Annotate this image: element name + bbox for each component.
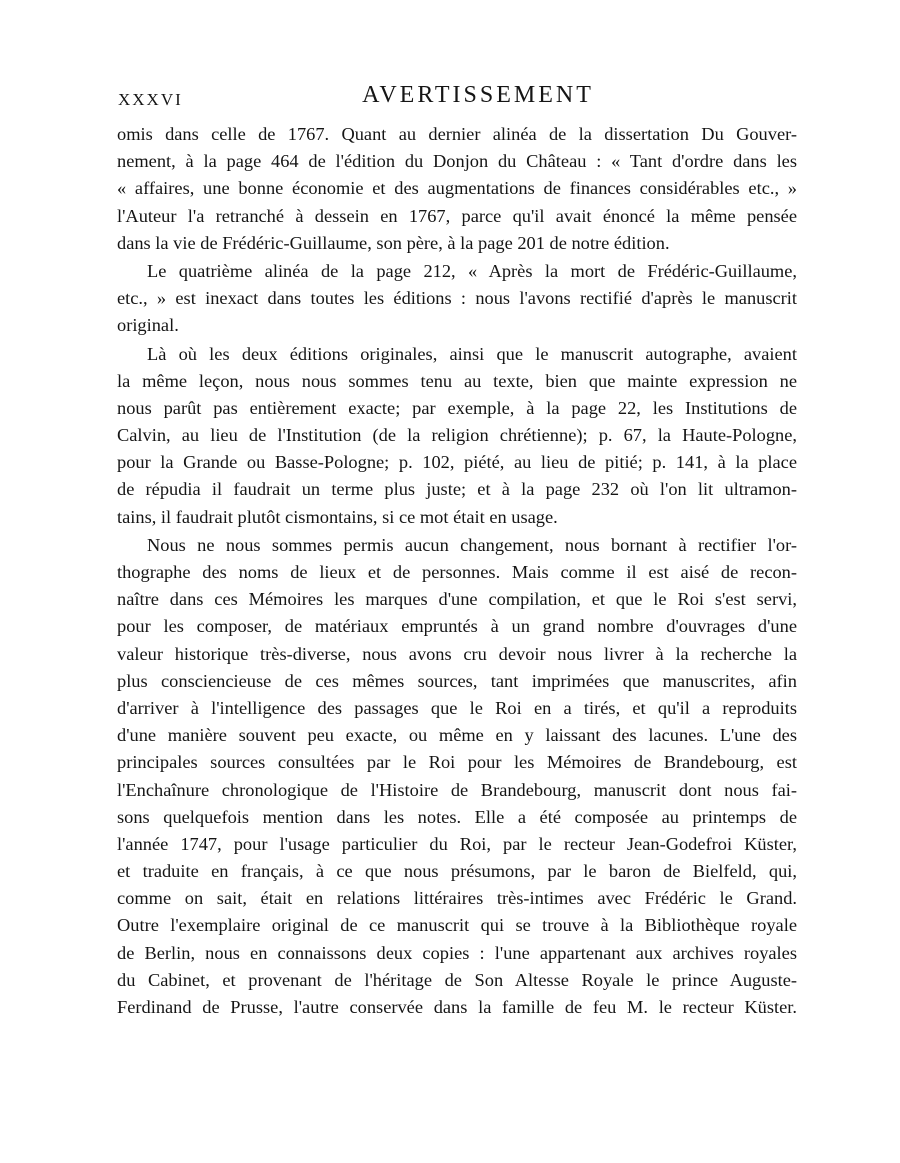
paragraph xyxy=(117,258,797,340)
page-number: XXXVI xyxy=(118,90,183,109)
text-line: comme on sait, était en relations littéraires très-intimes avec Frédéric le Grand. xyxy=(117,888,797,909)
text-line: naître dans ces Mémoires les marques d'une compilation, et que le Roi s'est servi, xyxy=(117,589,797,610)
running-head xyxy=(118,82,798,116)
paragraph xyxy=(117,532,797,1021)
text-line: l'Enchaînure chronologique de l'Histoire de Brandebourg, manuscrit dont nous fai- xyxy=(117,779,797,800)
text-line: Nous ne nous sommes permis aucun changement, nous bornant à rectifier l'or- xyxy=(147,534,797,555)
text-line: la même leçon, nous nous sommes tenu au texte, bien que mainte expression ne xyxy=(117,370,797,391)
text-line: d'une manière souvent peu exacte, ou même en y laissant des lacunes. L'une des xyxy=(117,725,797,746)
text-line: nement, à la page 464 de l'édition du Donjon du Château : « Tant d'ordre dans les xyxy=(117,151,797,172)
text-line: dans la vie de Frédéric-Guillaume, son père, à la page 201 de notre édition. xyxy=(117,232,670,253)
text-line: etc., » est inexact dans toutes les éditions : nous l'avons rectifié d'après le manuscrit xyxy=(117,288,797,309)
text-line: pour les composer, de matériaux empruntés à un grand nombre d'ouvrages d'une xyxy=(117,616,797,637)
text-line: sons quelquefois mention dans les notes. Elle a été composée au printemps de xyxy=(117,806,797,827)
text-line: l'année 1747, pour l'usage particulier du Roi, par le recteur Jean-Godefroi Küster, xyxy=(117,833,797,854)
text-line: de répudia il faudrait un terme plus juste; et à la page 232 où l'on lit ultramon- xyxy=(117,479,797,500)
text-line: thographe des noms de lieux et de personnes. Mais comme il est aisé de recon- xyxy=(117,562,797,582)
paragraph xyxy=(117,341,797,531)
text-line: plus consciencieuse de ces mêmes sources, tant imprimées que manuscrites, afin xyxy=(117,670,797,691)
text-line: tains, il faudrait plutôt cismontains, si ce mot était en usage. xyxy=(117,506,558,527)
text-line: « affaires, une bonne économie et des augmentations de finances considérables etc., » xyxy=(117,178,797,199)
text-line: du Cabinet, et provenant de l'héritage de Son Altesse Royale le prince Auguste- xyxy=(117,969,797,990)
text-line: l'Auteur l'a retranché à dessein en 1767, parce qu'il avait énoncé la même pensée xyxy=(117,205,797,226)
text-line: nous parût pas entièrement exacte; par exemple, à la page 22, les Institutions de xyxy=(117,397,797,418)
text-line: d'arriver à l'intelligence des passages que le Roi en a tirés, et qu'il a reproduits xyxy=(117,697,797,718)
running-title: AVERTISSEMENT xyxy=(362,82,594,108)
text-line: Le quatrième alinéa de la page 212, « Après la mort de Frédéric-Guillaume, xyxy=(147,260,797,281)
text-line: Ferdinand de Prusse, l'autre conservée dans la famille de feu M. le recteur Küster. xyxy=(117,997,797,1017)
text-line: valeur historique très-diverse, nous avons cru devoir nous livrer à la recherche la xyxy=(117,643,797,664)
text-line: pour la Grande ou Basse-Pologne; p. 102, piété, au lieu de pitié; p. 141, à la place xyxy=(117,452,797,473)
text-line: de Berlin, nous en connaissons deux copies : l'une appartenant aux archives royales xyxy=(117,942,797,963)
body-text xyxy=(117,121,797,1021)
text-line: principales sources consultées par le Roi pour les Mémoires de Brandebourg, est xyxy=(117,752,797,773)
text-line: Outre l'exemplaire original de ce manuscrit qui se trouve à la Bibliothèque royale xyxy=(117,915,797,936)
text-line: omis dans celle de 1767. Quant au dernier alinéa de la dissertation Du Gouver- xyxy=(117,124,797,144)
text-line: et traduite en français, à ce que nous présumons, par le baron de Bielfeld, qui, xyxy=(117,861,797,882)
text-line: original. xyxy=(117,315,179,336)
text-line: Là où les deux éditions originales, ainsi que le manuscrit autographe, avaient xyxy=(147,343,797,364)
paragraph xyxy=(117,121,797,257)
text-line: Calvin, au lieu de l'Institution (de la religion chrétienne); p. 67, la Haute-Pologne, xyxy=(117,425,797,446)
